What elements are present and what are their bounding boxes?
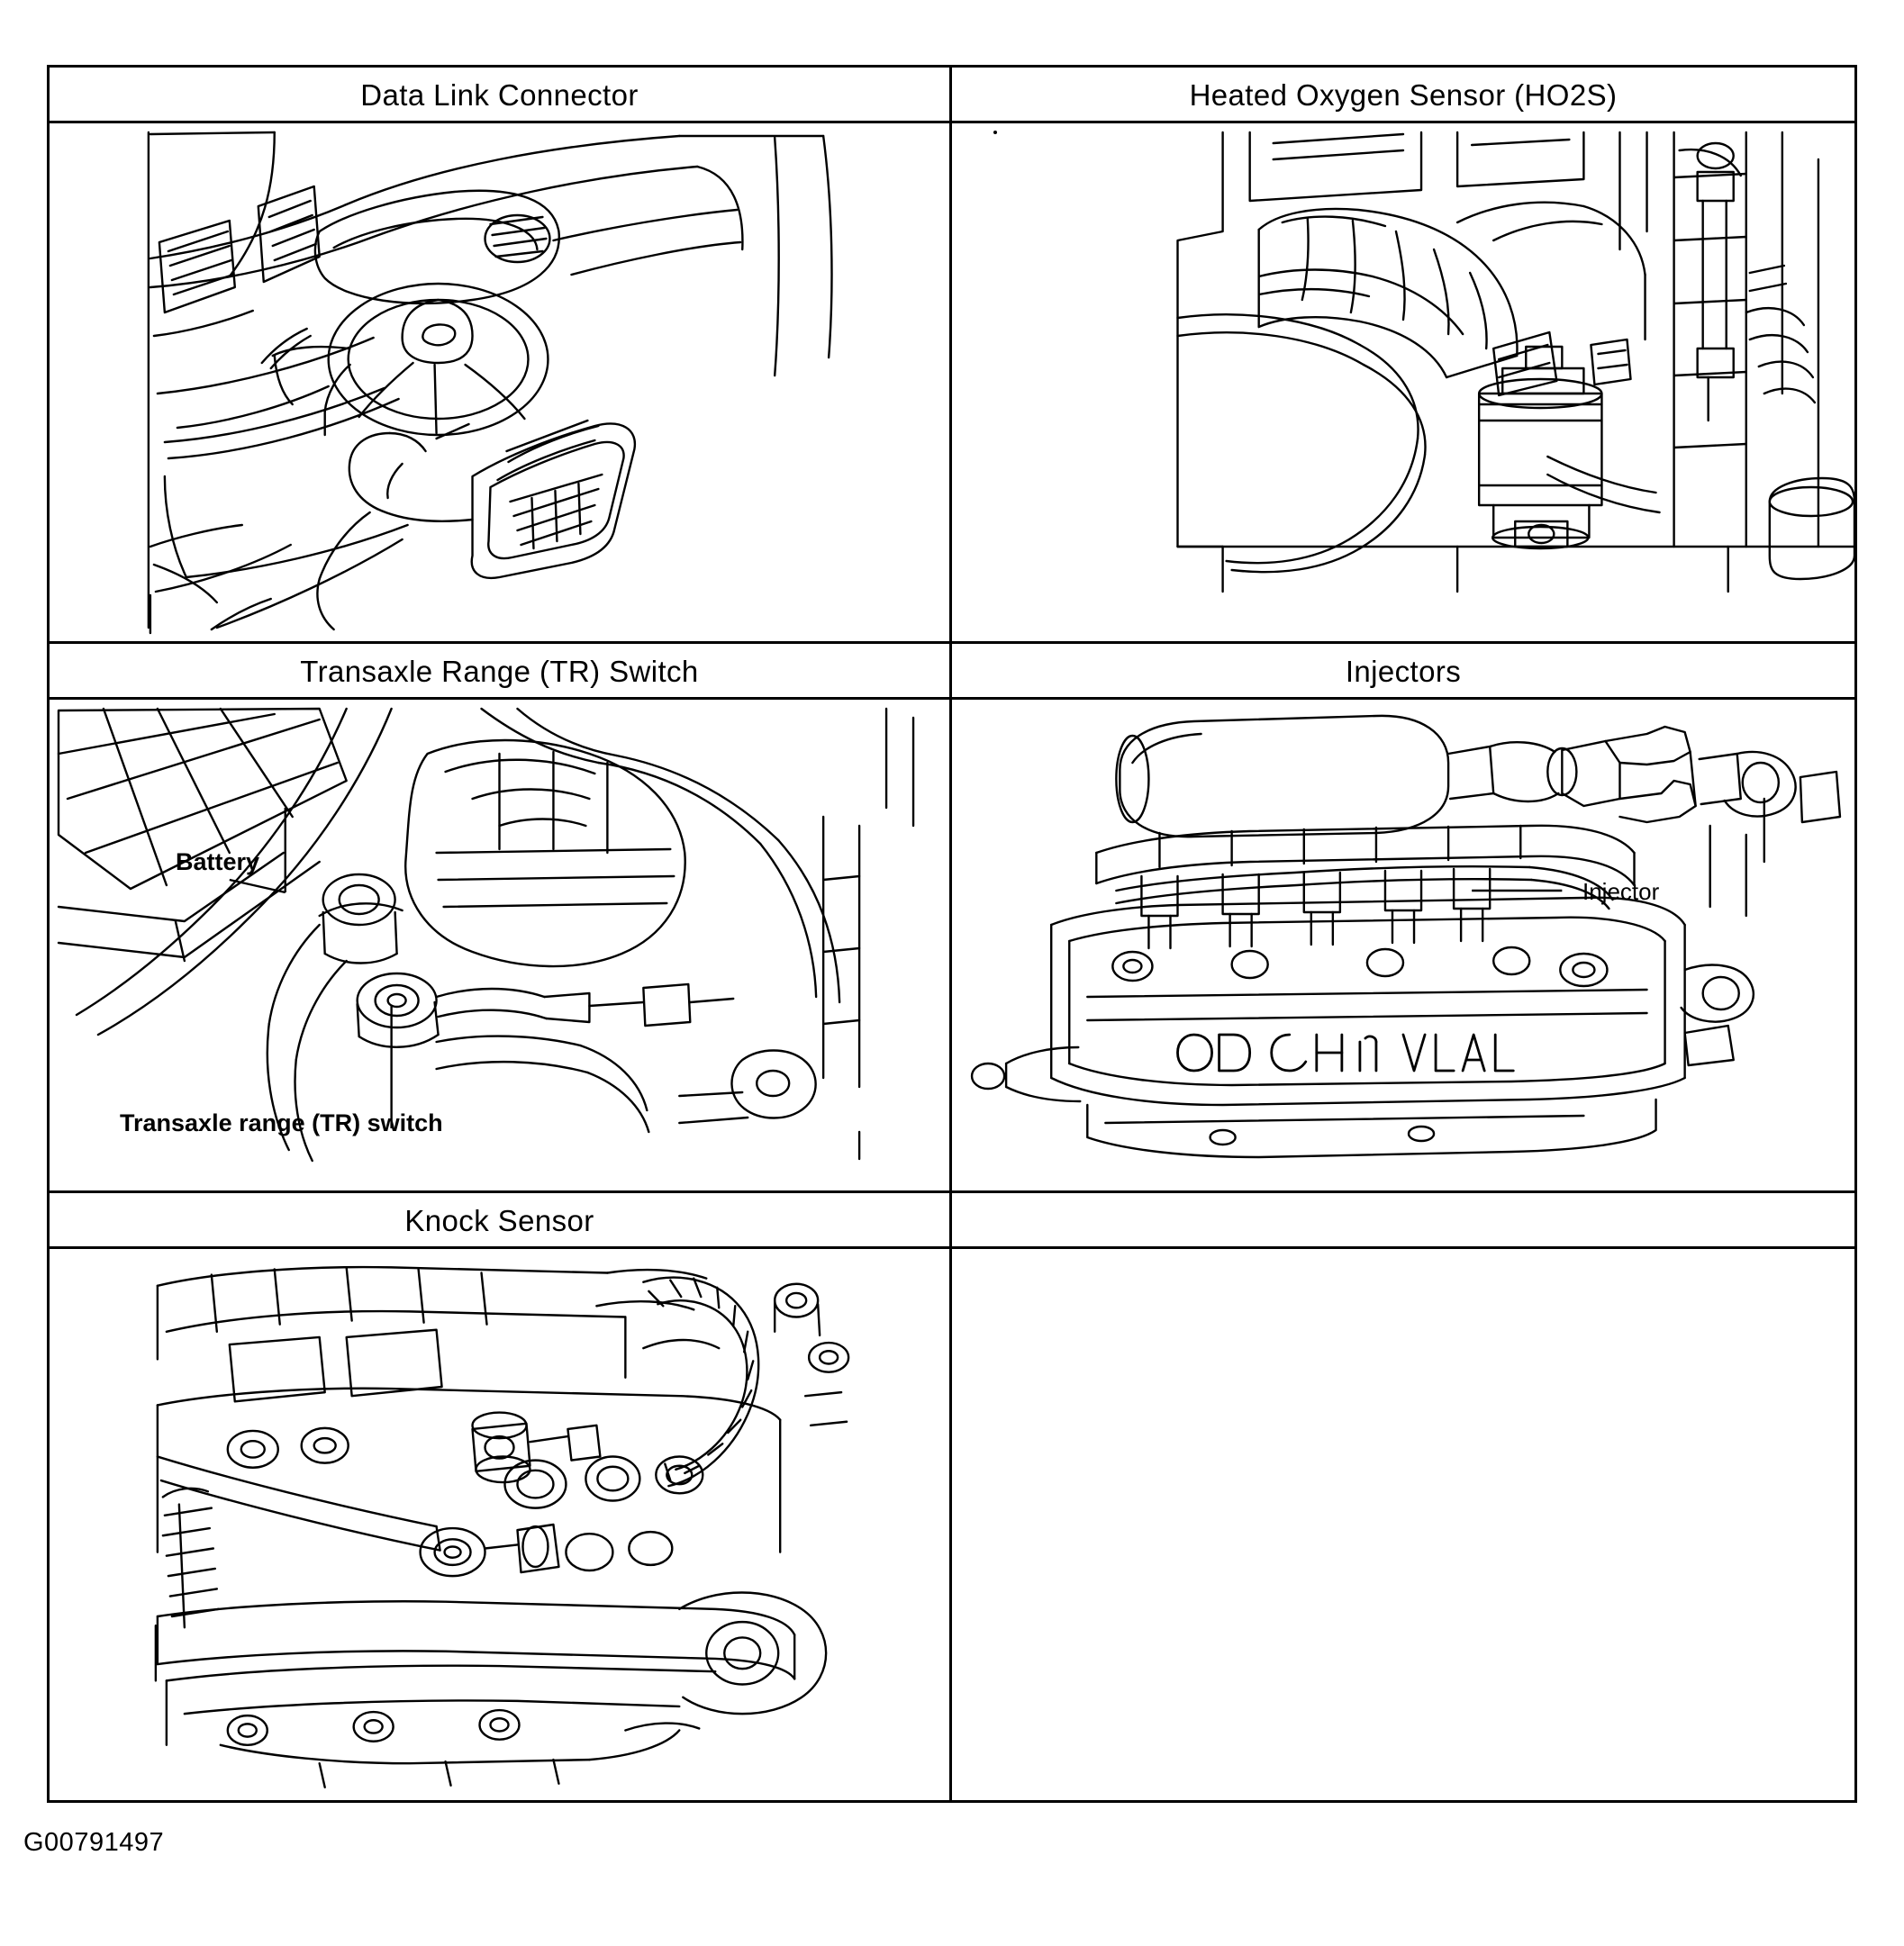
figure-id-label: G00791497: [23, 1828, 165, 1857]
panel-blank: [952, 1193, 1854, 1800]
panel-transaxle-range-switch: [50, 644, 952, 1193]
panel-data-link-connector: [50, 68, 952, 644]
panel-grid: [47, 65, 1857, 1803]
illustration-transaxle-range-switch: [50, 700, 949, 1190]
panel-title: Data Link Connector: [50, 68, 949, 123]
panel-heated-oxygen-sensor: [952, 68, 1854, 644]
callout-battery: Battery: [176, 848, 260, 875]
panel-title: [952, 1193, 1854, 1249]
panel-title: Knock Sensor: [50, 1193, 949, 1249]
panel-title: Injectors: [952, 644, 1854, 700]
illustration-heated-oxygen-sensor: [952, 123, 1854, 641]
illustration-injectors: [952, 700, 1854, 1190]
panel-injectors: [952, 644, 1854, 1193]
panel-title: Transaxle Range (TR) Switch: [50, 644, 949, 700]
illustration-data-link-connector: [50, 123, 949, 641]
callout-injector: Injector: [1582, 878, 1660, 905]
illustration-blank: [952, 1249, 1854, 1800]
illustration-knock-sensor: [50, 1249, 949, 1800]
panel-title: Heated Oxygen Sensor (HO2S): [952, 68, 1854, 123]
callout-tr-switch: Transaxle range (TR) switch: [120, 1109, 443, 1136]
panel-knock-sensor: [50, 1193, 952, 1800]
